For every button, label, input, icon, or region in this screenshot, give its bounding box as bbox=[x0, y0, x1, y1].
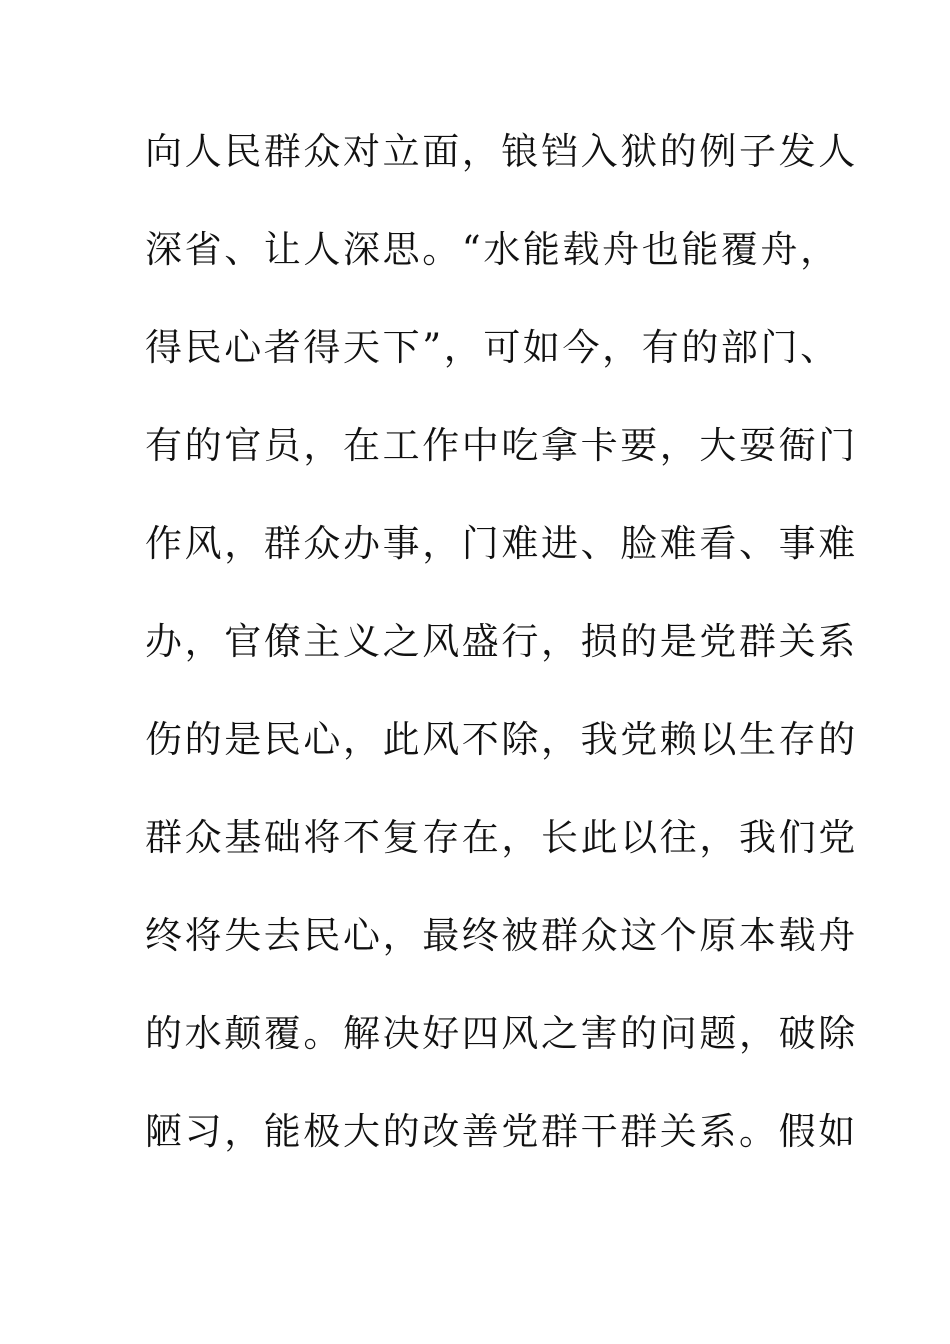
text-line: 群众基础将不复存在，长此以往，我们党 bbox=[145, 816, 858, 859]
text-line: 陋习，能极大的改善党群干群关系。假如 bbox=[145, 1110, 858, 1153]
text-line: 终将失去民心，最终被群众这个原本载舟 bbox=[145, 914, 858, 957]
text-line: 向人民群众对立面，锒铛入狱的例子发人 bbox=[145, 130, 858, 173]
text-line: 有的官员，在工作中吃拿卡要，大耍衙门 bbox=[145, 424, 858, 467]
text-line: 深省、让人深思。“水能载舟也能覆舟， bbox=[145, 228, 840, 271]
body-text bbox=[145, 128, 858, 1206]
text-line: 得民心者得天下”，可如今，有的部门、 bbox=[145, 326, 840, 369]
text-line: 伤的是民心，此风不除，我党赖以生存的 bbox=[145, 718, 858, 761]
text-line: 办，官僚主义之风盛行，损的是党群关系 bbox=[145, 620, 858, 663]
text-line: 的水颠覆。解决好四风之害的问题，破除 bbox=[145, 1012, 858, 1055]
text-line: 作风，群众办事，门难进、脸难看、事难 bbox=[145, 522, 858, 565]
